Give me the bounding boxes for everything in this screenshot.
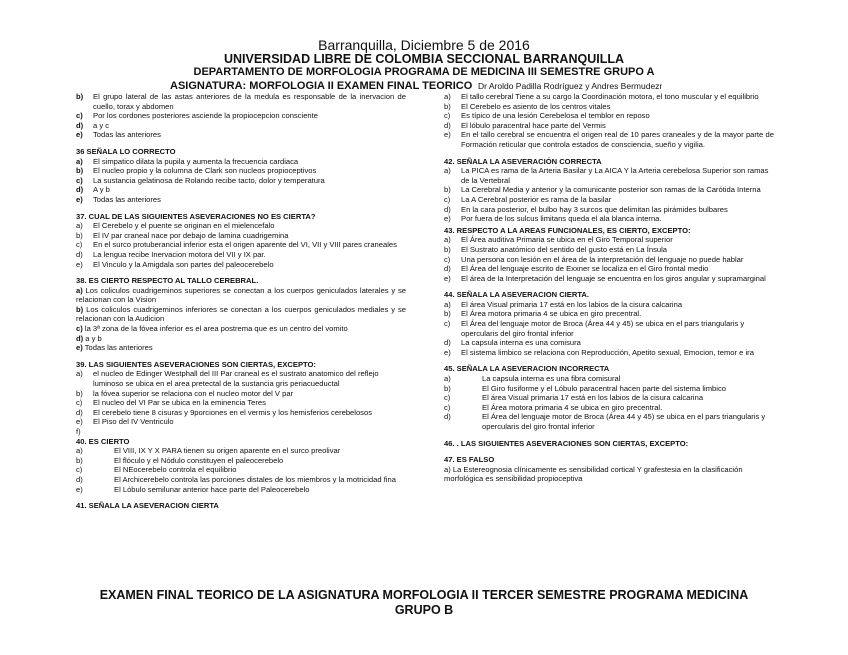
option-text: El nucleo del VI Par se ubica en la eminencia Teres: [93, 398, 266, 408]
option-letter: b): [444, 185, 451, 195]
option-text: El área Visual primaria 17 está en los labios de la cisura calcarina: [482, 393, 704, 403]
option-paragraph: [76, 334, 406, 344]
q44-title: 44. SEÑALA LA ASEVERACION CIERTA.: [444, 290, 589, 300]
option-row: [76, 456, 406, 466]
option-letter: c): [444, 319, 451, 329]
q38-paragraphs: [76, 286, 406, 353]
option-letter: e): [444, 214, 451, 224]
q41-options: [444, 92, 774, 150]
option-letter: c): [444, 111, 451, 121]
option-row: [76, 176, 406, 186]
option-letter: c): [76, 175, 83, 185]
option-letter: a): [76, 156, 83, 166]
option-letter: b): [444, 101, 451, 111]
option-row: [76, 417, 406, 427]
option-text: Los coliculos cuadrigeminos superiores se conectan a los cuerpos geniculados laterales y se relacionan con la Vision: [76, 285, 406, 305]
option-paragraph: [76, 305, 406, 324]
option-row: [76, 240, 406, 250]
option-text: El Área del lenguaje escrito de Exxner se localiza en el Giro frontal medio: [461, 264, 709, 274]
right-column: [444, 92, 774, 484]
option-row: [76, 195, 406, 205]
option-letter: b): [76, 388, 83, 398]
option-letter: e): [76, 194, 83, 204]
q40-options: [76, 446, 406, 494]
option-letter: c): [76, 111, 83, 121]
q36-title: 36 SEÑALA LO CORRECTO: [76, 146, 176, 156]
option-row: [444, 309, 774, 319]
option-row: [444, 111, 774, 121]
option-row: [444, 374, 774, 384]
option-row: [444, 412, 774, 431]
option-row: [444, 274, 774, 284]
q35-options: [76, 92, 406, 140]
option-row: [76, 92, 406, 111]
option-text: En el tallo cerebral se encuentra el origen real de 10 pares craneales y de la mayor parte de Formación reticular que controla estados de consciencia, sueño y vigilia.: [461, 130, 774, 149]
option-text: El Cerebelo es asiento de los centros vitales: [461, 101, 611, 111]
option-text: El lóbulo paracentral hace parte del Vermis: [461, 120, 606, 130]
professors: Dr Aroldo Padilla Rodríguez y Andres Bermudezr: [478, 81, 663, 91]
option-letter: b): [76, 92, 84, 101]
option-text: El cerebelo tiene 8 cisuras y 9porciones en el vermis y los hemisferios cerebelosos: [93, 407, 372, 417]
option-letter: d): [76, 120, 84, 130]
option-row: [444, 121, 774, 131]
option-row: [76, 398, 406, 408]
option-letter: e): [444, 273, 451, 283]
option-row: [444, 264, 774, 274]
option-letter: d): [76, 185, 84, 195]
option-letter: d): [444, 264, 451, 274]
option-row: [76, 389, 406, 399]
q46-title: 46. . LAS SIGUIENTES ASEVERACIONES SON CIERTAS, EXCEPTO:: [444, 438, 689, 448]
option-letter: e): [444, 347, 451, 357]
option-letter: c): [444, 254, 451, 264]
option-letter: a): [76, 446, 83, 456]
q47-title: 47. ES FALSO: [444, 455, 495, 465]
footer-group: GRUPO B: [394, 603, 454, 617]
option-row: [444, 185, 774, 195]
option-letter: e): [76, 343, 83, 353]
q43-title: 43. RESPECTO A LA AREAS FUNCIONALES, ES CIERTO, EXCEPTO:: [444, 225, 691, 235]
option-text: Los coliculos cuadrigeminos inferiores se conectan a los cuerpos geniculados mediales y se relacionan con la Audicion: [76, 304, 406, 324]
option-text: la fóvea superior se relaciona con el nucleo motor del V par: [93, 388, 294, 398]
option-letter: e): [76, 417, 83, 427]
option-letter: d): [76, 249, 83, 259]
option-letter: a): [76, 285, 83, 295]
option-text: Todas las anteriores: [93, 194, 161, 204]
option-row: [76, 185, 406, 195]
option-row: [76, 121, 406, 131]
option-row: [444, 319, 774, 338]
option-row: [76, 166, 406, 176]
option-letter: e): [444, 130, 451, 140]
option-letter: a): [444, 92, 451, 101]
option-letter: a): [444, 235, 451, 245]
option-text: [93, 427, 406, 437]
option-text: la 3ª zona de la fóvea inferior es el area postrema que es un centro del vomito: [82, 324, 348, 334]
q38-title: 38. ES CIERTO RESPECTO AL TALLO CEREBRAL.: [76, 276, 259, 286]
q39-title: 39. LAS SIGUIENTES ASEVERACIONES SON CIERTAS, EXCEPTO:: [76, 359, 316, 369]
option-row: [444, 384, 774, 394]
option-row: [444, 235, 774, 245]
option-row: [76, 260, 406, 270]
option-text: El Piso del IV Ventriculo: [93, 417, 174, 427]
option-letter: e): [76, 484, 83, 494]
option-letter: c): [76, 465, 83, 475]
option-text: El tallo cerebral Tiene a su cargo la Coordinación motora, el tono muscular y el equilibrio: [461, 92, 759, 101]
option-letter: e): [76, 259, 83, 269]
option-letter: b): [76, 230, 83, 240]
q43-options: [444, 235, 774, 283]
option-letter: d): [444, 204, 451, 214]
option-letter: c): [76, 240, 83, 250]
option-row: [444, 348, 774, 358]
q45-title: 45. SEÑALA LA ASEVERACION INCORRECTA: [444, 364, 610, 374]
option-row: [444, 195, 774, 205]
option-letter: b): [76, 455, 83, 465]
option-letter: a): [76, 221, 83, 231]
q41-title: 41. SEÑALA LA ASEVERACION CIERTA: [76, 501, 219, 511]
q42-options: [444, 166, 774, 224]
option-paragraph: [76, 286, 406, 305]
option-text: El Cerebelo y el puente se originan en el mielencefalo: [93, 221, 275, 231]
option-letter: d): [444, 338, 451, 348]
q47-text: a) La Estereognosia clínicamente es sensibilidad cortical Y grafestesia en la clasificación morfológica es sensibilidad propioceptiva: [444, 464, 743, 484]
option-row: [76, 446, 406, 456]
option-text: La PICA es rama de la Arteria Basilar y La AICA Y la Arteria cerebelosa Superior son ramas de la Vertebral: [461, 166, 769, 185]
option-text: A y b: [93, 185, 110, 195]
option-text: El flóculo y el Nódulo constituyen el paleocerebelo: [114, 455, 284, 465]
option-letter: c): [444, 393, 451, 403]
option-letter: c): [444, 194, 451, 204]
option-text: La capsula interna es una fibra comisural: [482, 374, 621, 384]
option-row: [444, 214, 774, 224]
option-text: El NEocerebelo controla el equilibrio: [114, 465, 237, 475]
option-letter: b): [444, 383, 451, 393]
option-row: [444, 166, 774, 185]
option-letter: b): [444, 309, 451, 319]
option-row: [76, 130, 406, 140]
option-row: [76, 465, 406, 475]
option-letter: a): [444, 374, 451, 384]
university-title: UNIVERSIDAD LIBRE DE COLOMBIA SECCIONAL BARRANQUILLA: [223, 52, 624, 66]
option-row: [444, 338, 774, 348]
option-letter: a): [444, 166, 451, 176]
option-row: [444, 300, 774, 310]
option-text: El IV par craneal nace por debajo de lamina cuadrigemina: [93, 230, 289, 240]
option-text: Es típico de una lesión Cerebelosa el temblor en reposo: [461, 111, 650, 121]
option-row: [444, 393, 774, 403]
option-text: Por los cordones posteriores asciende la propiocepcion consciente: [93, 111, 318, 121]
option-text: a y c: [93, 120, 110, 130]
option-text: El área de la Interpretación del lenguaje se encuentra en los giros angular y supramarginal: [461, 273, 766, 283]
option-text: El grupo lateral de las astas anteriores de la medula es responsable de la inervacion de cuello, torax y abdomen: [93, 92, 406, 111]
option-letter: d): [444, 412, 451, 422]
option-row: [444, 245, 774, 255]
option-letter: a): [76, 369, 83, 379]
q40-title: 40. ES CIERTO: [76, 436, 130, 446]
subject-title: ASIGNATURA: MORFOLOGIA II EXAMEN FINAL TEORICO: [170, 80, 473, 92]
option-row: [76, 231, 406, 241]
option-text: En la cara posterior, el bulbo hay 3 surcos que delimitan las pirámides bulbares: [461, 204, 728, 214]
option-text: Todas las anteriores: [82, 343, 153, 353]
option-text: El área Visual primaria 17 está en los labios de la cisura calcarina: [461, 299, 683, 309]
option-letter: c): [76, 398, 83, 408]
option-row: [76, 475, 406, 485]
option-row: [76, 111, 406, 121]
option-text: El VIII, IX Y X PARA tienen su origen aparente en el surco preolivar: [114, 446, 341, 456]
department-title: DEPARTAMENTO DE MORFOLOGIA PROGRAMA DE MEDICINA III SEMESTRE GRUPO A: [193, 66, 655, 78]
option-text: La Cerebral Media y anterior y la comunicante posterior son ramas de la Carótida Interna: [461, 185, 761, 195]
option-text: El sistema limbico se relaciona con Reproducción, Apetito sexual, Emocion, temor e ira: [461, 347, 754, 357]
option-letter: d): [76, 333, 84, 343]
option-letter: d): [444, 120, 451, 130]
option-row: [76, 408, 406, 418]
q42-title: 42. SEÑALA LA ASEVERACIÓN CORRECTA: [444, 156, 602, 166]
option-letter: b): [76, 166, 84, 176]
option-paragraph: [76, 343, 406, 353]
option-text: El Lóbulo semilunar anterior hace parte del Paleocerebelo: [114, 484, 310, 494]
option-paragraph: [76, 324, 406, 334]
option-row: [76, 485, 406, 495]
option-text: Una persona con lesión en el área de la interpretación del lenguaje no puede hablar: [461, 254, 744, 264]
q36-options: [76, 157, 406, 205]
option-text: El Giro fusiforme y el Lóbulo paracentral hacen parte del sistema limbico: [482, 383, 726, 393]
option-letter: e): [76, 130, 83, 140]
option-letter: c): [444, 402, 451, 412]
option-letter: c): [76, 324, 83, 334]
option-letter: d): [76, 474, 83, 484]
option-letter: b): [444, 244, 451, 254]
q39-options: [76, 369, 406, 436]
option-letter: a): [444, 299, 451, 309]
q37-title: 37. CUAL DE LAS SIGUIENTES ASEVERACIONES NO ES CIERTA?: [76, 211, 316, 221]
option-text: La A Cerebral posterior es rama de la basilar: [461, 194, 612, 204]
option-row: [444, 403, 774, 413]
option-text: Por fuera de los sulcus limitans queda el ala blanca interna.: [461, 214, 662, 224]
option-letter: d): [76, 407, 83, 417]
option-text: La lengua recibe Inervacion motora del VII y IX par.: [93, 249, 266, 259]
option-letter: f): [76, 427, 81, 436]
footer-title: EXAMEN FINAL TEORICO DE LA ASIGNATURA MORFOLOGIA II TERCER SEMESTRE PROGRAMA MEDICINA: [99, 588, 749, 602]
option-text: El Archicerebelo controla las porciones distales de los miembros y la motricidad fina: [114, 474, 396, 484]
option-row: [76, 250, 406, 260]
option-text: La sustancia gelatinosa de Rolando recibe tacto, dolor y temperatura: [93, 175, 325, 185]
option-text: El Vinculo y la Amigdala son partes del paleocerebelo: [93, 259, 274, 269]
option-text: El Área motora primaria 4 se ubica en giro precentral.: [482, 402, 663, 412]
option-row: [444, 130, 774, 149]
option-row: [444, 205, 774, 215]
option-text: El Área auditiva Primaria se ubica en el Giro Temporal superior: [461, 235, 673, 245]
option-text: El simpatico dilata la pupila y aumenta la frecuencia cardiaca: [93, 156, 299, 166]
exam-date: Barranquilla, Diciembre 5 de 2016: [318, 37, 530, 53]
option-text: El Área del lenguaje motor de Broca (Área 44 y 45) se ubica en el pars triangularis y opercularis del giro frontal inferior: [482, 412, 766, 431]
option-text: El Área motora primaria 4 se ubica en giro precentral.: [461, 309, 642, 319]
q45-options: [444, 374, 774, 432]
left-column: [76, 92, 406, 511]
option-text: El Sustrato anatómico del sentido del gusto está en La Ínsula: [461, 244, 668, 254]
q44-options: [444, 300, 774, 358]
option-text: El Área del lenguaje motor de Broca (Área 44 y 45) se ubica en el pars triangularis y opercularis del giro frontal inferior: [461, 319, 745, 338]
option-text: En el surco protuberancial inferior esta el origen aparente del VI, VII y VIII pares craneales: [93, 240, 397, 250]
option-row: [444, 92, 774, 102]
option-text: el nucleo de Edinger Westphall del III Par craneal es el sustrato anatomico del reflejo luminoso se ubica en el area pretectal de la sustancia gris periacueductal: [93, 369, 379, 389]
option-text: a y b: [83, 333, 102, 343]
option-row: [76, 221, 406, 231]
option-row: [76, 427, 406, 437]
option-row: [76, 157, 406, 167]
option-letter: b): [76, 304, 84, 314]
q37-options: [76, 221, 406, 269]
option-row: [76, 369, 406, 388]
option-text: Todas las anteriores: [93, 130, 161, 140]
option-text: La capsula interna es una comisura: [461, 338, 581, 348]
option-row: [444, 255, 774, 265]
option-row: [444, 102, 774, 112]
option-text: El nucleo propio y la columna de Clark son nucleos propioceptivos: [93, 166, 317, 176]
